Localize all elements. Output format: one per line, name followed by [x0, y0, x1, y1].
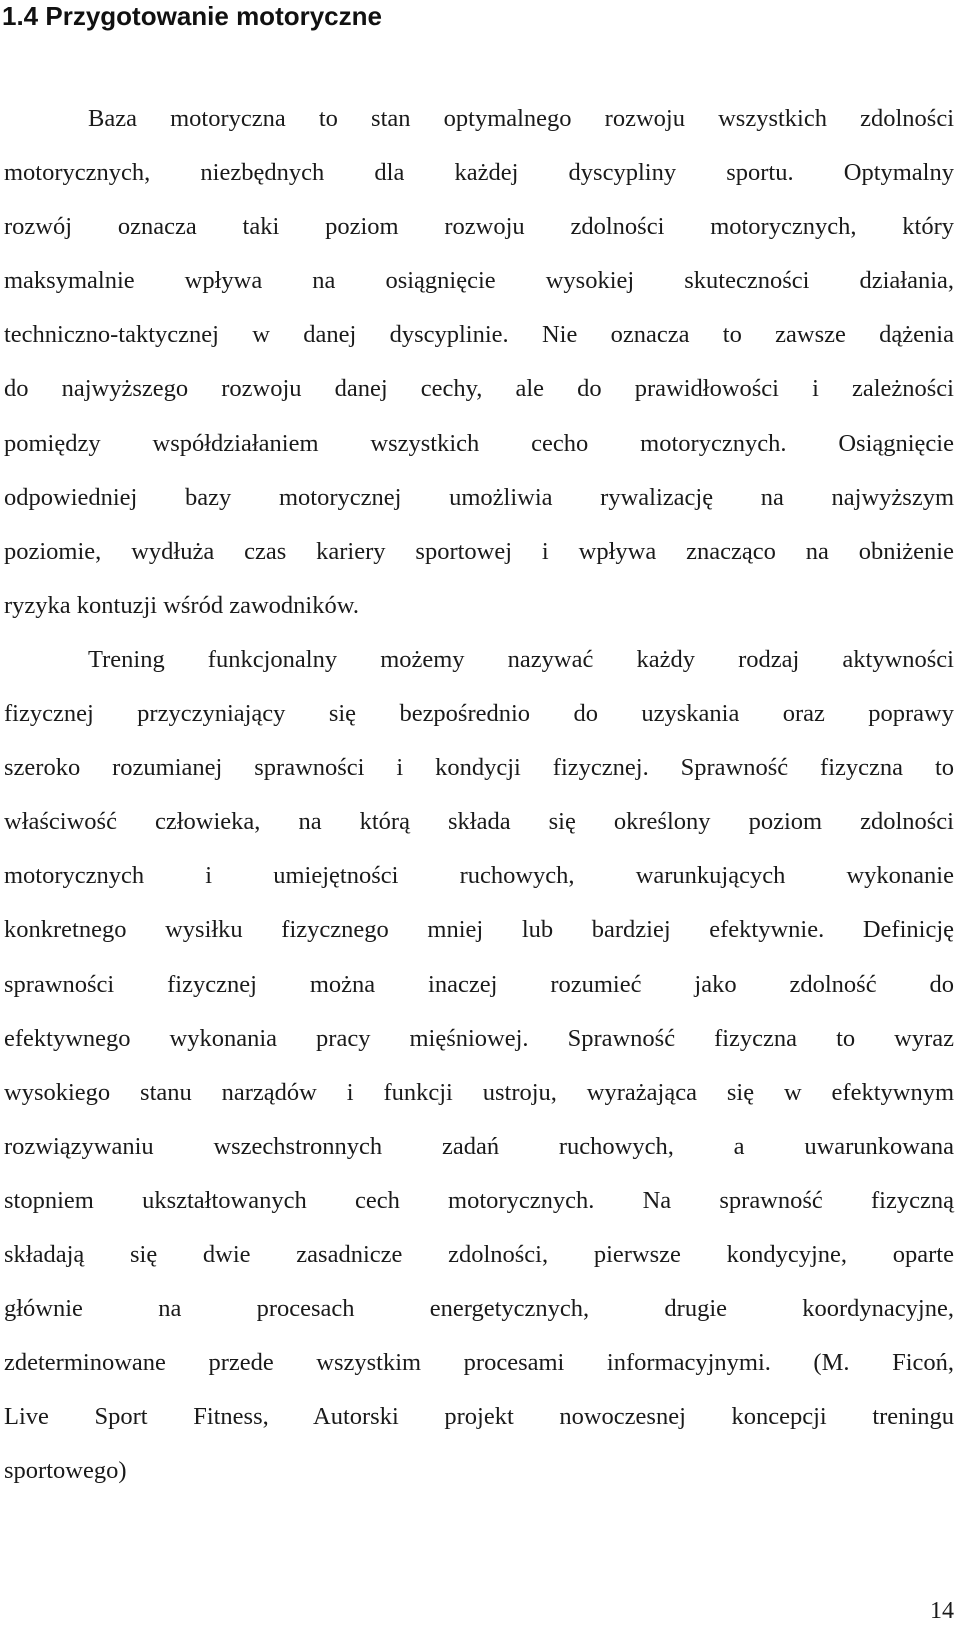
text-line: maksymalnie wpływa na osiągnięcie wysokiej skuteczności działania, [4, 267, 954, 295]
text-line: sportowego) [4, 1457, 127, 1485]
text-line: właściwość człowieka, na którą składa się określony poziom zdolności [4, 808, 954, 836]
text-line: motorycznych, niezbędnych dla każdej dyscypliny sportu. Optymalny [4, 159, 954, 187]
text-line: składają się dwie zasadnicze zdolności, pierwsze kondycyjne, oparte [4, 1240, 954, 1268]
text-line: szeroko rozumianej sprawności i kondycji fizycznej. Sprawność fizyczna to [4, 754, 954, 782]
text-line: odpowiedniej bazy motorycznej umożliwia rywalizację na najwyższym [4, 483, 954, 511]
body-text [4, 92, 954, 1498]
text-line: do najwyższego rozwoju danej cechy, ale do prawidłowości i zależności [4, 375, 954, 403]
text-line: wysokiego stanu narządów i funkcji ustroju, wyrażająca się w efektywnym [4, 1078, 954, 1106]
text-line: fizycznej przyczyniający się bezpośrednio do uzyskania oraz poprawy [4, 700, 954, 728]
text-line: Live Sport Fitness, Autorski projekt nowoczesnej koncepcji treningu [4, 1403, 954, 1431]
text-line: pomiędzy współdziałaniem wszystkich cecho motorycznych. Osiągnięcie [4, 429, 954, 457]
text-line: Trening funkcjonalny możemy nazywać każdy rodzaj aktywności [88, 645, 954, 673]
text-line: stopniem ukształtowanych cech motorycznych. Na sprawność fizyczną [4, 1186, 954, 1214]
text-line: ryzyka kontuzji wśród zawodników. [4, 591, 359, 619]
text-line: techniczno-taktycznej w danej dyscyplinie. Nie oznacza to zawsze dążenia [4, 321, 954, 349]
text-line: rozwiązywaniu wszechstronnych zadań ruchowych, a uwarunkowana [4, 1132, 954, 1160]
text-line: rozwój oznacza taki poziom rozwoju zdolności motorycznych, który [4, 213, 954, 241]
text-line: zdeterminowane przede wszystkim procesami informacyjnymi. (M. Ficoń, [4, 1349, 954, 1377]
page-number: 14 [930, 1598, 954, 1624]
text-line: sprawności fizycznej można inaczej rozumieć jako zdolność do [4, 970, 954, 998]
text-line: głównie na procesach energetycznych, drugie koordynacyjne, [4, 1295, 954, 1323]
text-line: motorycznych i umiejętności ruchowych, warunkujących wykonanie [4, 862, 954, 890]
text-line: poziomie, wydłuża czas kariery sportowej i wpływa znacząco na obniżenie [4, 537, 954, 565]
section-heading: 1.4 Przygotowanie motoryczne [2, 1, 382, 31]
text-line: konkretnego wysiłku fizycznego mniej lub bardziej efektywnie. Definicję [4, 916, 954, 944]
text-line: efektywnego wykonania pracy mięśniowej. Sprawność fizyczna to wyraz [4, 1024, 954, 1052]
text-line: Baza motoryczna to stan optymalnego rozwoju wszystkich zdolności [88, 105, 954, 132]
